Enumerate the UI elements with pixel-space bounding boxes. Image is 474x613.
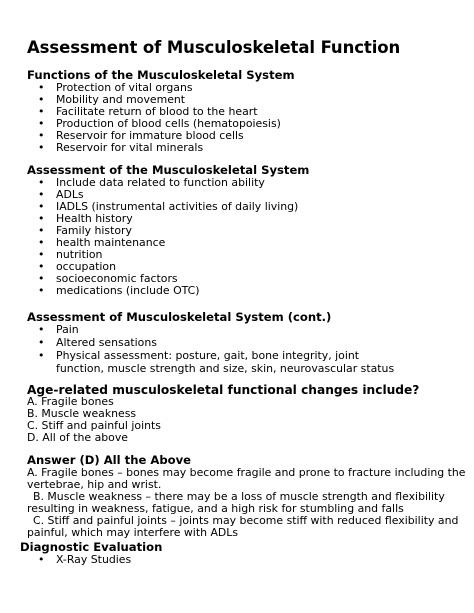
answer-line: painful, which may interfere with ADLs bbox=[27, 526, 239, 540]
list-item: • Altered sensations bbox=[0, 336, 401, 349]
assessment-heading: Assessment of the Musculoskeletal System bbox=[27, 163, 310, 177]
list-item: • Include data related to function ability bbox=[0, 177, 298, 189]
list-item: • Reservoir for vital minerals bbox=[0, 142, 281, 154]
assessment-list bbox=[0, 177, 298, 297]
answer-line: A. Fragile bones – bones may become fragile and prone to fracture including the bbox=[27, 466, 466, 479]
answer-line: C. Stiff and painful joints – joints may become stiff with reduced flexibility and bbox=[33, 514, 459, 528]
list-item: • Family history bbox=[0, 225, 298, 237]
answer-line: B. Muscle weakness – there may be a loss of muscle strength and flexibility bbox=[33, 490, 445, 504]
list-item: • Production of blood cells (hematopoiesis) bbox=[0, 118, 281, 130]
list-item: • nutrition bbox=[0, 249, 298, 261]
question-options bbox=[27, 396, 161, 444]
assessment-cont-heading: Assessment of Musculoskeletal System (cont.) bbox=[27, 310, 332, 324]
functions-list bbox=[0, 82, 281, 154]
option-item: D. All of the above bbox=[27, 431, 128, 445]
diagnostic-heading: Diagnostic Evaluation bbox=[20, 540, 163, 554]
answer-paragraph bbox=[27, 466, 466, 540]
page-title: Assessment of Musculoskeletal Function bbox=[27, 38, 401, 57]
list-item: • Pain bbox=[0, 323, 401, 336]
question-heading: Age-related musculoskeletal functional changes include? bbox=[27, 383, 420, 397]
list-item: • Physical assessment: posture, gait, bone integrity, joint function, muscle strength and size, skin, neurovascular status bbox=[0, 349, 401, 375]
list-item: • health maintenance bbox=[0, 237, 298, 249]
answer-line: vertebrae, hip and wrist. bbox=[27, 478, 162, 492]
option-item: A. Fragile bones bbox=[27, 395, 114, 408]
answer-line: resulting in weakness, fatigue, and a high risk for stumbling and falls bbox=[27, 502, 404, 516]
list-item: • Facilitate return of blood to the heart bbox=[0, 106, 281, 118]
list-item: • X-Ray Studies bbox=[0, 554, 131, 566]
list-item: • IADLS (instrumental activities of daily living) bbox=[0, 201, 298, 213]
list-item: • socioeconomic factors bbox=[0, 273, 298, 285]
list-item: • medications (include OTC) bbox=[0, 285, 298, 297]
list-item: • occupation bbox=[0, 261, 298, 273]
list-item: • Reservoir for immature blood cells bbox=[0, 130, 281, 142]
list-item: • Health history bbox=[0, 213, 298, 225]
option-item: B. Muscle weakness bbox=[27, 407, 137, 421]
answer-heading: Answer (D) All the Above bbox=[27, 453, 192, 467]
functions-heading: Functions of the Musculoskeletal System bbox=[27, 68, 295, 82]
list-item: • Protection of vital organs bbox=[0, 82, 281, 94]
option-item: C. Stiff and painful joints bbox=[27, 419, 161, 433]
list-item: • ADLs bbox=[0, 189, 298, 201]
assessment-cont-list bbox=[0, 323, 401, 375]
list-item: • Mobility and movement bbox=[0, 94, 281, 106]
diagnostic-list bbox=[0, 554, 131, 566]
